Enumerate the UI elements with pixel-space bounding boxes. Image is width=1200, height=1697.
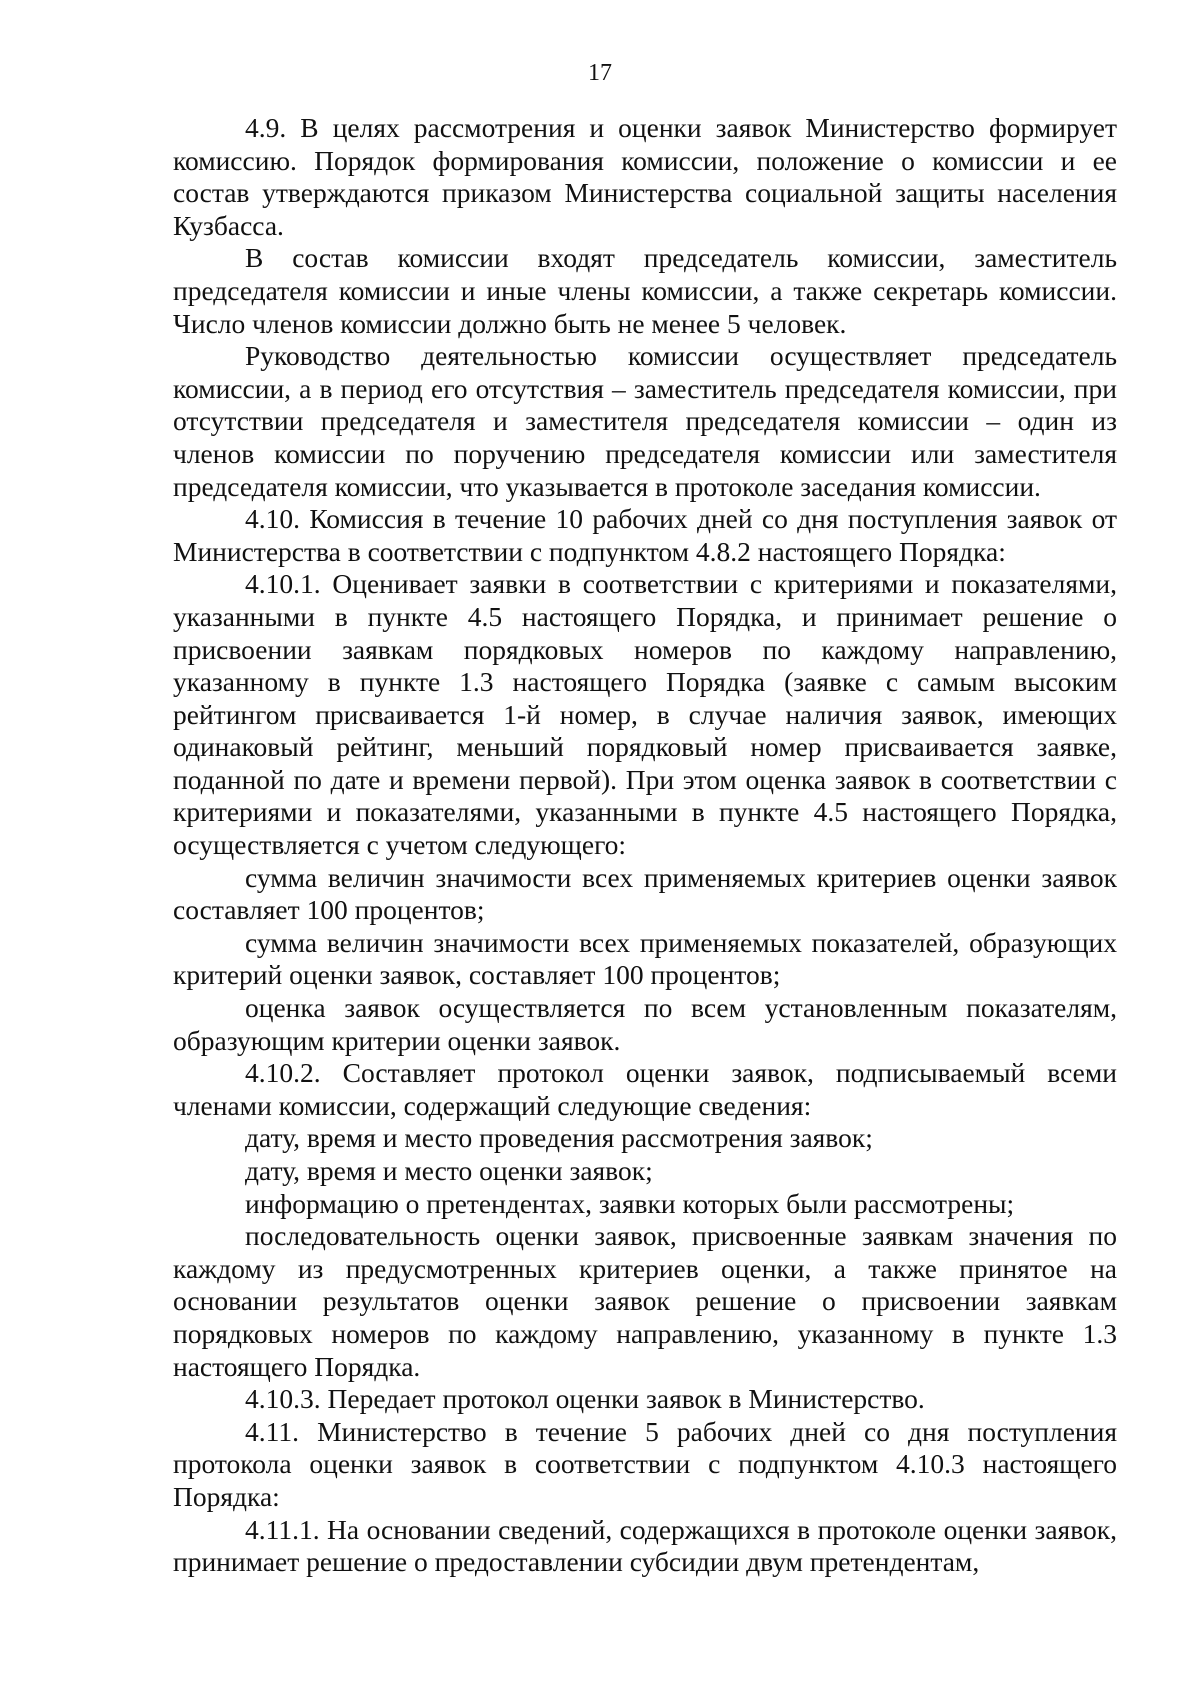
paragraph-criteria-sum: сумма величин значимости всех применяемых критериев оценки заявок составляет 100 процентов; (173, 861, 1117, 926)
list-item-evaluation-date: дату, время и место оценки заявок; (245, 1155, 653, 1186)
paragraph-commission-composition: В состав комиссии входят председатель комиссии, заместитель председателя комиссии и иные члены комиссии, а также секретарь комиссии. Число членов комиссии должно быть не менее 5 человек. (173, 242, 1117, 339)
list-item-evaluation-sequence: последовательность оценки заявок, присвоенные заявкам значения по каждому из предусмотренных критериев оценки, а также принятое на основании результатов оценки заявок решение о присвоении заявкам порядковых номеров по каждому направлению, указанному в пункте 1.3 настоящего Порядка. (173, 1220, 1117, 1382)
paragraph-commission-leadership: Руководство деятельностью комиссии осуществляет председатель комиссии, а в период его отсутствия – заместитель председателя комиссии, при отсутствии председателя и заместителя председателя комиссии – один из членов комиссии по поручению председателя комиссии или заместителя председателя комиссии, что указывается в протоколе заседания комиссии. (173, 340, 1117, 502)
list-item-applicants-info: информацию о претендентах, заявки которых были рассмотрены; (245, 1187, 1015, 1219)
page-number: 17 (588, 60, 612, 86)
paragraph-4-10-1: 4.10.1. Оценивает заявки в соответствии с критериями и показателями, указанными в пункте 4.5 настоящего Порядка, и принимает решение о присвоении заявкам порядковых номеров по каждому направлению, указанному в пункте 1.3 настоящего Порядка (заявке с самым высоким рейтингом присваивается 1-й номер, в случае наличия заявок, имеющих одинаковый рейтинг, меньший порядковый номер присваивается заявке, поданной по дате и времени первой). При этом оценка заявок в соответствии с критериями и показателями, указанными в пункте 4.5 настоящего Порядка, осуществляется с учетом следующего: (173, 568, 1117, 861)
paragraph-indicators-sum: сумма величин значимости всех применяемых показателей, образующих критерий оценки заявок, составляет 100 процентов; (173, 926, 1117, 991)
paragraph-4-9: 4.9. В целях рассмотрения и оценки заявок Министерство формирует комиссию. Порядок формирования комиссии, положение о комиссии и ее состав утверждаются приказом Министерства социальной защиты населения Кузбасса. (173, 112, 1117, 241)
paragraph-4-10: 4.10. Комиссия в течение 10 рабочих дней со дня поступления заявок от Министерства в соответствии с подпунктом 4.8.2 настоящего Порядка: (173, 503, 1117, 567)
paragraph-4-11-1: 4.11.1. На основании сведений, содержащихся в протоколе оценки заявок, принимает решение о предоставлении субсидии двум претендентам, (173, 1513, 1117, 1578)
list-item-review-date: дату, время и место проведения рассмотрения заявок; (245, 1122, 873, 1154)
paragraph-evaluation-scope: оценка заявок осуществляется по всем установленным показателям, образующим критерии оценки заявок. (173, 992, 1117, 1056)
document-body (173, 112, 1117, 1579)
paragraph-4-10-3: 4.10.3. Передает протокол оценки заявок в Министерство. (245, 1383, 925, 1415)
paragraph-4-11: 4.11. Министерство в течение 5 рабочих дней со дня поступления протокола оценки заявок в соответствии с подпунктом 4.10.3 настоящего Порядка: (173, 1415, 1117, 1512)
paragraph-4-10-2: 4.10.2. Составляет протокол оценки заявок, подписываемый всеми членами комиссии, содержащий следующие сведения: (173, 1057, 1117, 1121)
